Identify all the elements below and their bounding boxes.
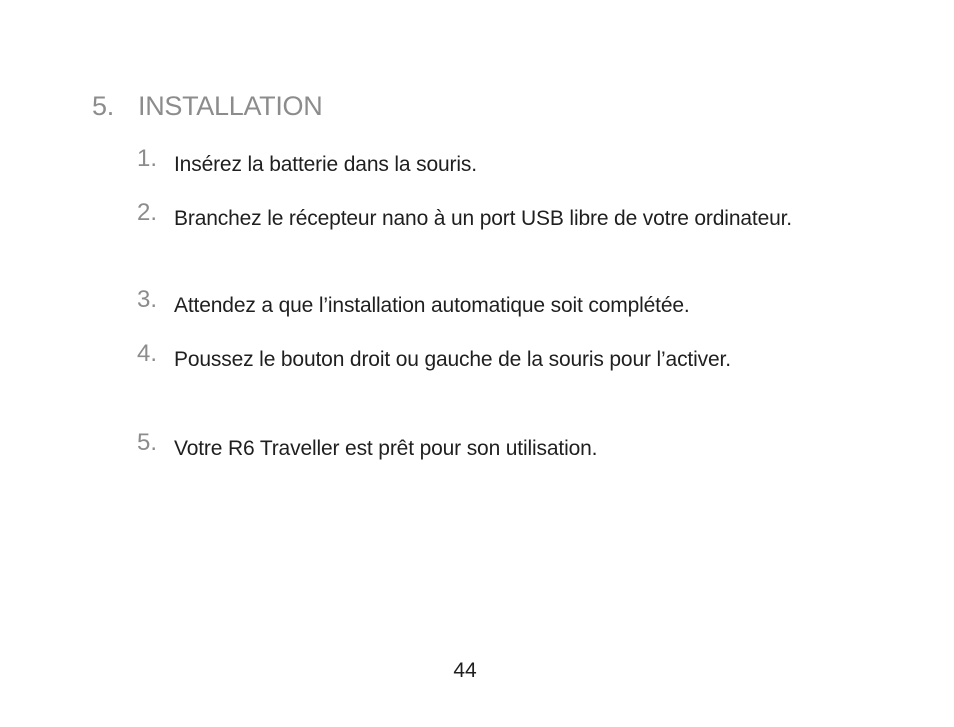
step-2 — [137, 199, 837, 235]
step-1 — [137, 145, 837, 181]
step-text: Poussez le bouton droit ou gauche de la souris pour l’activer. — [174, 348, 731, 371]
step-text: Insérez la batterie dans la souris. — [174, 153, 477, 176]
step-4 — [137, 340, 837, 376]
page-number: 44 — [453, 659, 477, 682]
step-text: Votre R6 Traveller est prêt pour son utilisation. — [174, 437, 598, 460]
step-5 — [137, 429, 837, 465]
step-number: 2. — [137, 199, 158, 226]
section-number: 5. — [92, 90, 114, 121]
step-text: Attendez a que l’installation automatique soit complétée. — [174, 294, 690, 317]
step-number: 4. — [137, 340, 158, 367]
step-number: 3. — [137, 286, 158, 313]
step-number: 5. — [137, 429, 158, 456]
section-title: INSTALLATION — [138, 90, 323, 121]
step-text: Branchez le récepteur nano à un port USB libre de votre ordinateur. — [174, 207, 792, 230]
step-3 — [137, 286, 837, 322]
step-number: 1. — [137, 145, 158, 172]
